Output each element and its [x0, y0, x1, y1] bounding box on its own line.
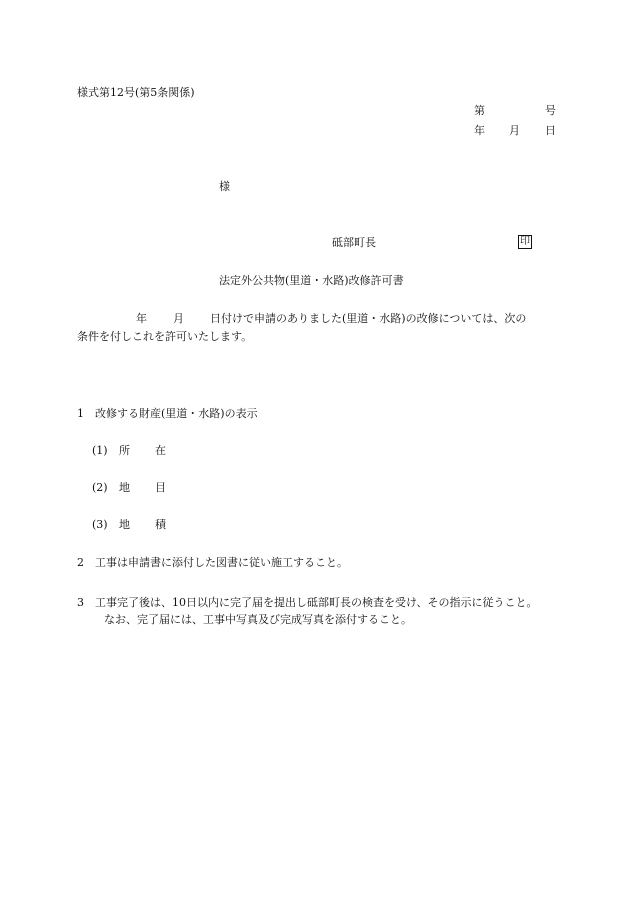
condition-3-line-2: なお、完了届には、工事中写真及び完成写真を添付すること。: [104, 613, 412, 626]
issuer-title: 砥部町長: [332, 236, 376, 249]
sub-item-1-label-1: 所: [119, 444, 130, 457]
intro-month: 月: [173, 312, 184, 325]
sub-item-3-label-1: 地: [119, 518, 130, 531]
sub-item-2-label-2: 目: [155, 481, 166, 494]
condition-2: 2 工事は申請書に添付した図書に従い施工すること。: [77, 556, 348, 569]
date-year: 年: [474, 124, 485, 137]
document-title: 法定外公共物(里道・水路)改修許可書: [219, 274, 404, 287]
intro-line-2: 条件を付しこれを許可いたします。: [77, 330, 253, 343]
sub-item-2-label-1: 地: [119, 481, 130, 494]
sub-item-1-label-2: 在: [155, 444, 166, 457]
sub-item-1-num: (1): [92, 444, 108, 457]
seal-mark: 印: [520, 236, 530, 247]
intro-year: 年: [136, 312, 147, 325]
number-prefix: 第: [474, 104, 485, 117]
condition-1-heading: 1 改修する財産(里道・水路)の表示: [77, 407, 258, 420]
number-suffix: 号: [545, 104, 556, 117]
intro-line-1: 日付けで申請のありました(里道・水路)の改修については、次の: [210, 312, 527, 325]
sub-item-2-num: (2): [92, 481, 108, 494]
date-month: 月: [509, 124, 520, 137]
date-day: 日: [545, 124, 556, 137]
form-label: 様式第12号(第5条関係): [77, 86, 195, 99]
condition-3-line-1: 3 工事完了後は、10日以内に完了届を提出し砥部町長の検査を受け、その指示に従うこと。: [77, 596, 538, 609]
addressee-honorific: 様: [219, 180, 230, 193]
sub-item-3-label-2: 積: [155, 518, 166, 531]
sub-item-3-num: (3): [92, 518, 108, 531]
